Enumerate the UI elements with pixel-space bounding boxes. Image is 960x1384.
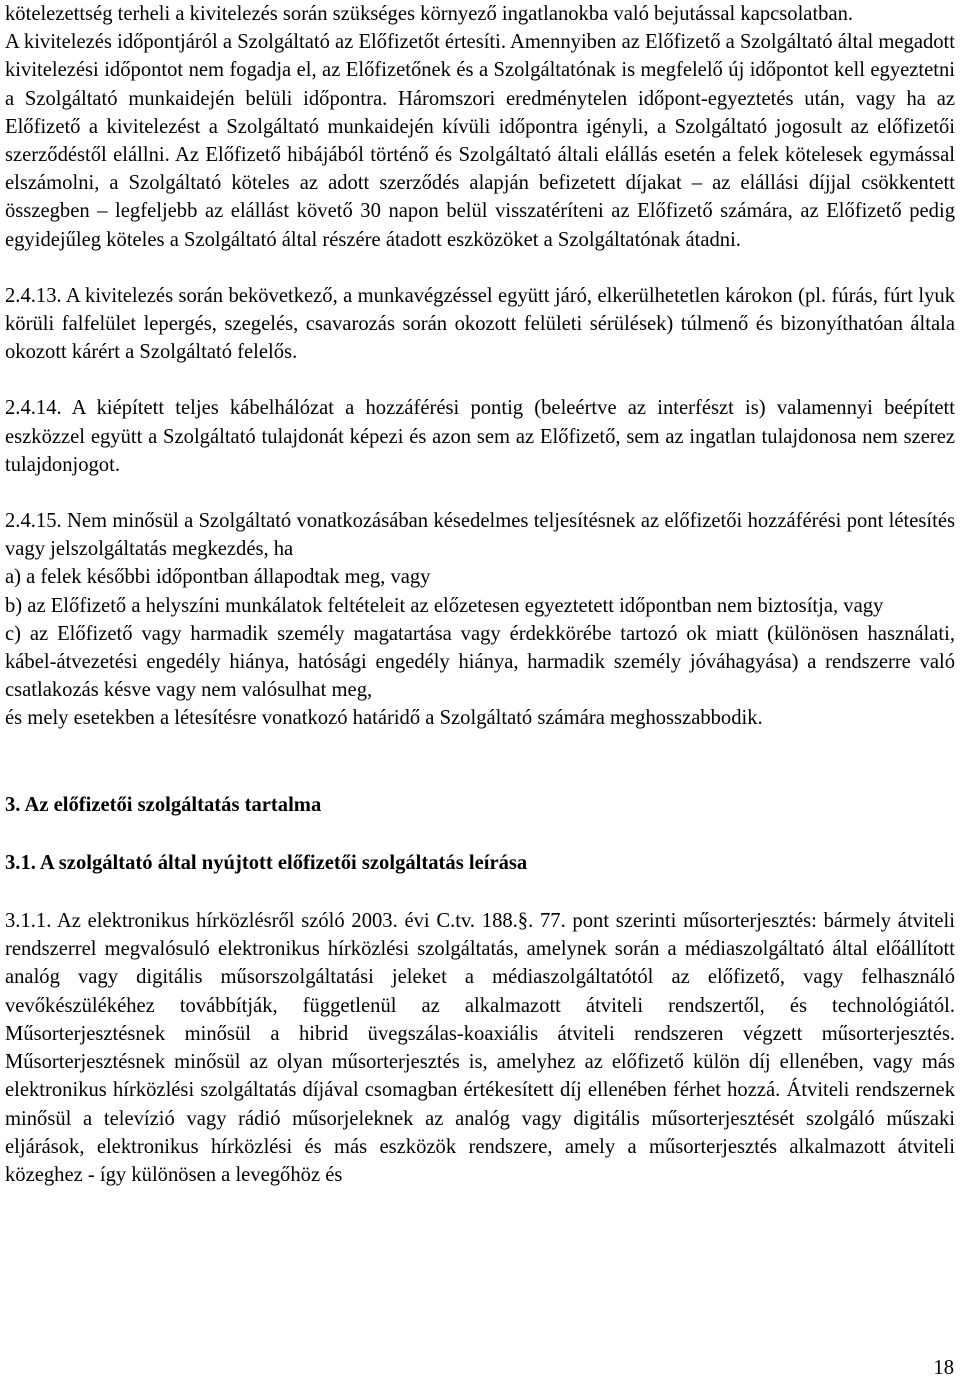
spacer xyxy=(5,479,955,507)
paragraph-3-1-1: 3.1.1. Az elektronikus hírközlésről szóló 2003. évi C.tv. 188.§. 77. pont szerinti műsorterjesztés: bármely átviteli rendszerrel megvalósuló elektronikus hírközlési szolgáltatás, amelynek során a médiaszolgáltató által előállított analóg vagy digitális műsorszolgáltatási jeleket a médiaszolgáltatótól az előfizető, vagy felhasználó vevőkészülékéhez továbbítják, függetlenül az alkalmazott átviteli rendszertől, és technológiától. Műsorterjesztésnek minősül a hibrid üvegszálas-koaxiális átviteli rendszeren végzett műsorterjesztés. Műsorterjesztésnek minősül az olyan műsorterjesztés is, amelyhez az előfizető külön díj ellenében, vagy más elektronikus hírközlési szolgáltatás díjával csomagban értékesített díj ellenében férhet hozzá. Átviteli rendszernek minősül a televízió vagy rádió műsorjeleknek az analóg vagy digitális műsorterjesztését szolgáló műszaki eljárások, elektronikus hírközlési és más eszközök rendszere, amely a műsorterjesztés alkalmazott átviteli közeghez - így különösen a levegőhöz és xyxy=(5,910,955,1186)
spacer xyxy=(5,254,955,282)
document-page xyxy=(5,0,955,1189)
paragraph-2-4-15: 2.4.15. Nem minősül a Szolgáltató vonatkozásában késedelmes teljesítésnek az előfizetői hozzáférési pont létesítés vagy jelszolgáltatás megkezdés, ha xyxy=(5,510,955,561)
paragraph-closing: és mely esetekben a létesítésre vonatkozó határidő a Szolgáltató számára meghosszabbodik. xyxy=(5,707,763,730)
spacer xyxy=(5,877,955,907)
section-heading-3-1: 3.1. A szolgáltató által nyújtott előfizetői szolgáltatás leírása xyxy=(5,851,528,874)
list-item-b: b) az Előfizető a helyszíni munkálatok feltételeit az előzetesen egyeztetett időpontban nem biztosítja, vagy xyxy=(5,594,884,617)
spacer xyxy=(5,366,955,394)
spacer xyxy=(5,733,955,761)
paragraph-scheduling: A kivitelezés időpontjáról a Szolgáltató az Előfizetőt értesíti. Amennyiben az Előfizető a Szolgáltató által megadott kivitelezési időpontot nem fogadja el, az Előfizetőnek és a Szolgáltatónak is megfelelő új időpontot kell egyeztetni a Szolgáltató munkaidején belüli időpontra. Háromszori eredménytelen időpont-egyeztetés után, vagy ha az Előfizető a kivitelezést a Szolgáltató munkaidején kívüli időpontra igényli, a Szolgáltató jogosult az előfizetői szerződéstől elállni. Az Előfizető hibájából történő és Szolgáltató általi elállás esetén a felek kötelesek egymással elszámolni, a Szolgáltató köteles az adott szerződés alapján befizetett díjakat – az elállási díjjal csökkentett összegben – legfeljebb az elállást követő 30 napon belül visszatéríteni az Előfizető számára, az Előfizető pedig egyidejűleg köteles a Szolgáltató által részére átadott eszközöket a Szolgáltatónak átadni. xyxy=(5,31,955,251)
section-heading-3: 3. Az előfizetői szolgáltatás tartalma xyxy=(5,793,322,816)
spacer xyxy=(5,761,955,791)
spacer xyxy=(5,819,955,849)
paragraph-2-4-14: 2.4.14. A kiépített teljes kábelhálózat a hozzáférési pontig (beleértve az interfészt is) valamennyi beépített eszközzel együtt a Szolgáltató tulajdonát képezi és azon sem az Előfizető, sem az ingatlan tulajdonosa nem szerez tulajdonjogot. xyxy=(5,397,955,476)
paragraph-continuation: kötelezettség terheli a kivitelezés során szükséges környező ingatlanokba való bejutással kapcsolatban. xyxy=(5,3,854,25)
paragraph-2-4-13: 2.4.13. A kivitelezés során bekövetkező, a munkavégzéssel együtt járó, elkerülhetetlen károkon (pl. fúrás, fúrt lyuk körüli falfelület lepergés, szegelés, csavarozás során okozott felületi sérülések) túlmenő és bizonyíthatóan általa okozott kárért a Szolgáltató felelős. xyxy=(5,284,955,364)
page-number: 18 xyxy=(933,1357,954,1379)
list-item-a: a) a felek későbbi időpontban állapodtak meg, vagy xyxy=(5,566,431,589)
list-item-c: c) az Előfizető vagy harmadik személy magatartása vagy érdekkörébe tartozó ok miatt (különösen használati, kábel-átvezetési engedély hiánya, hatósági engedély hiánya, harmadik személy jóváhagyása) a rendszerre való csatlakozás késve vagy nem valósulhat meg, xyxy=(5,622,955,702)
